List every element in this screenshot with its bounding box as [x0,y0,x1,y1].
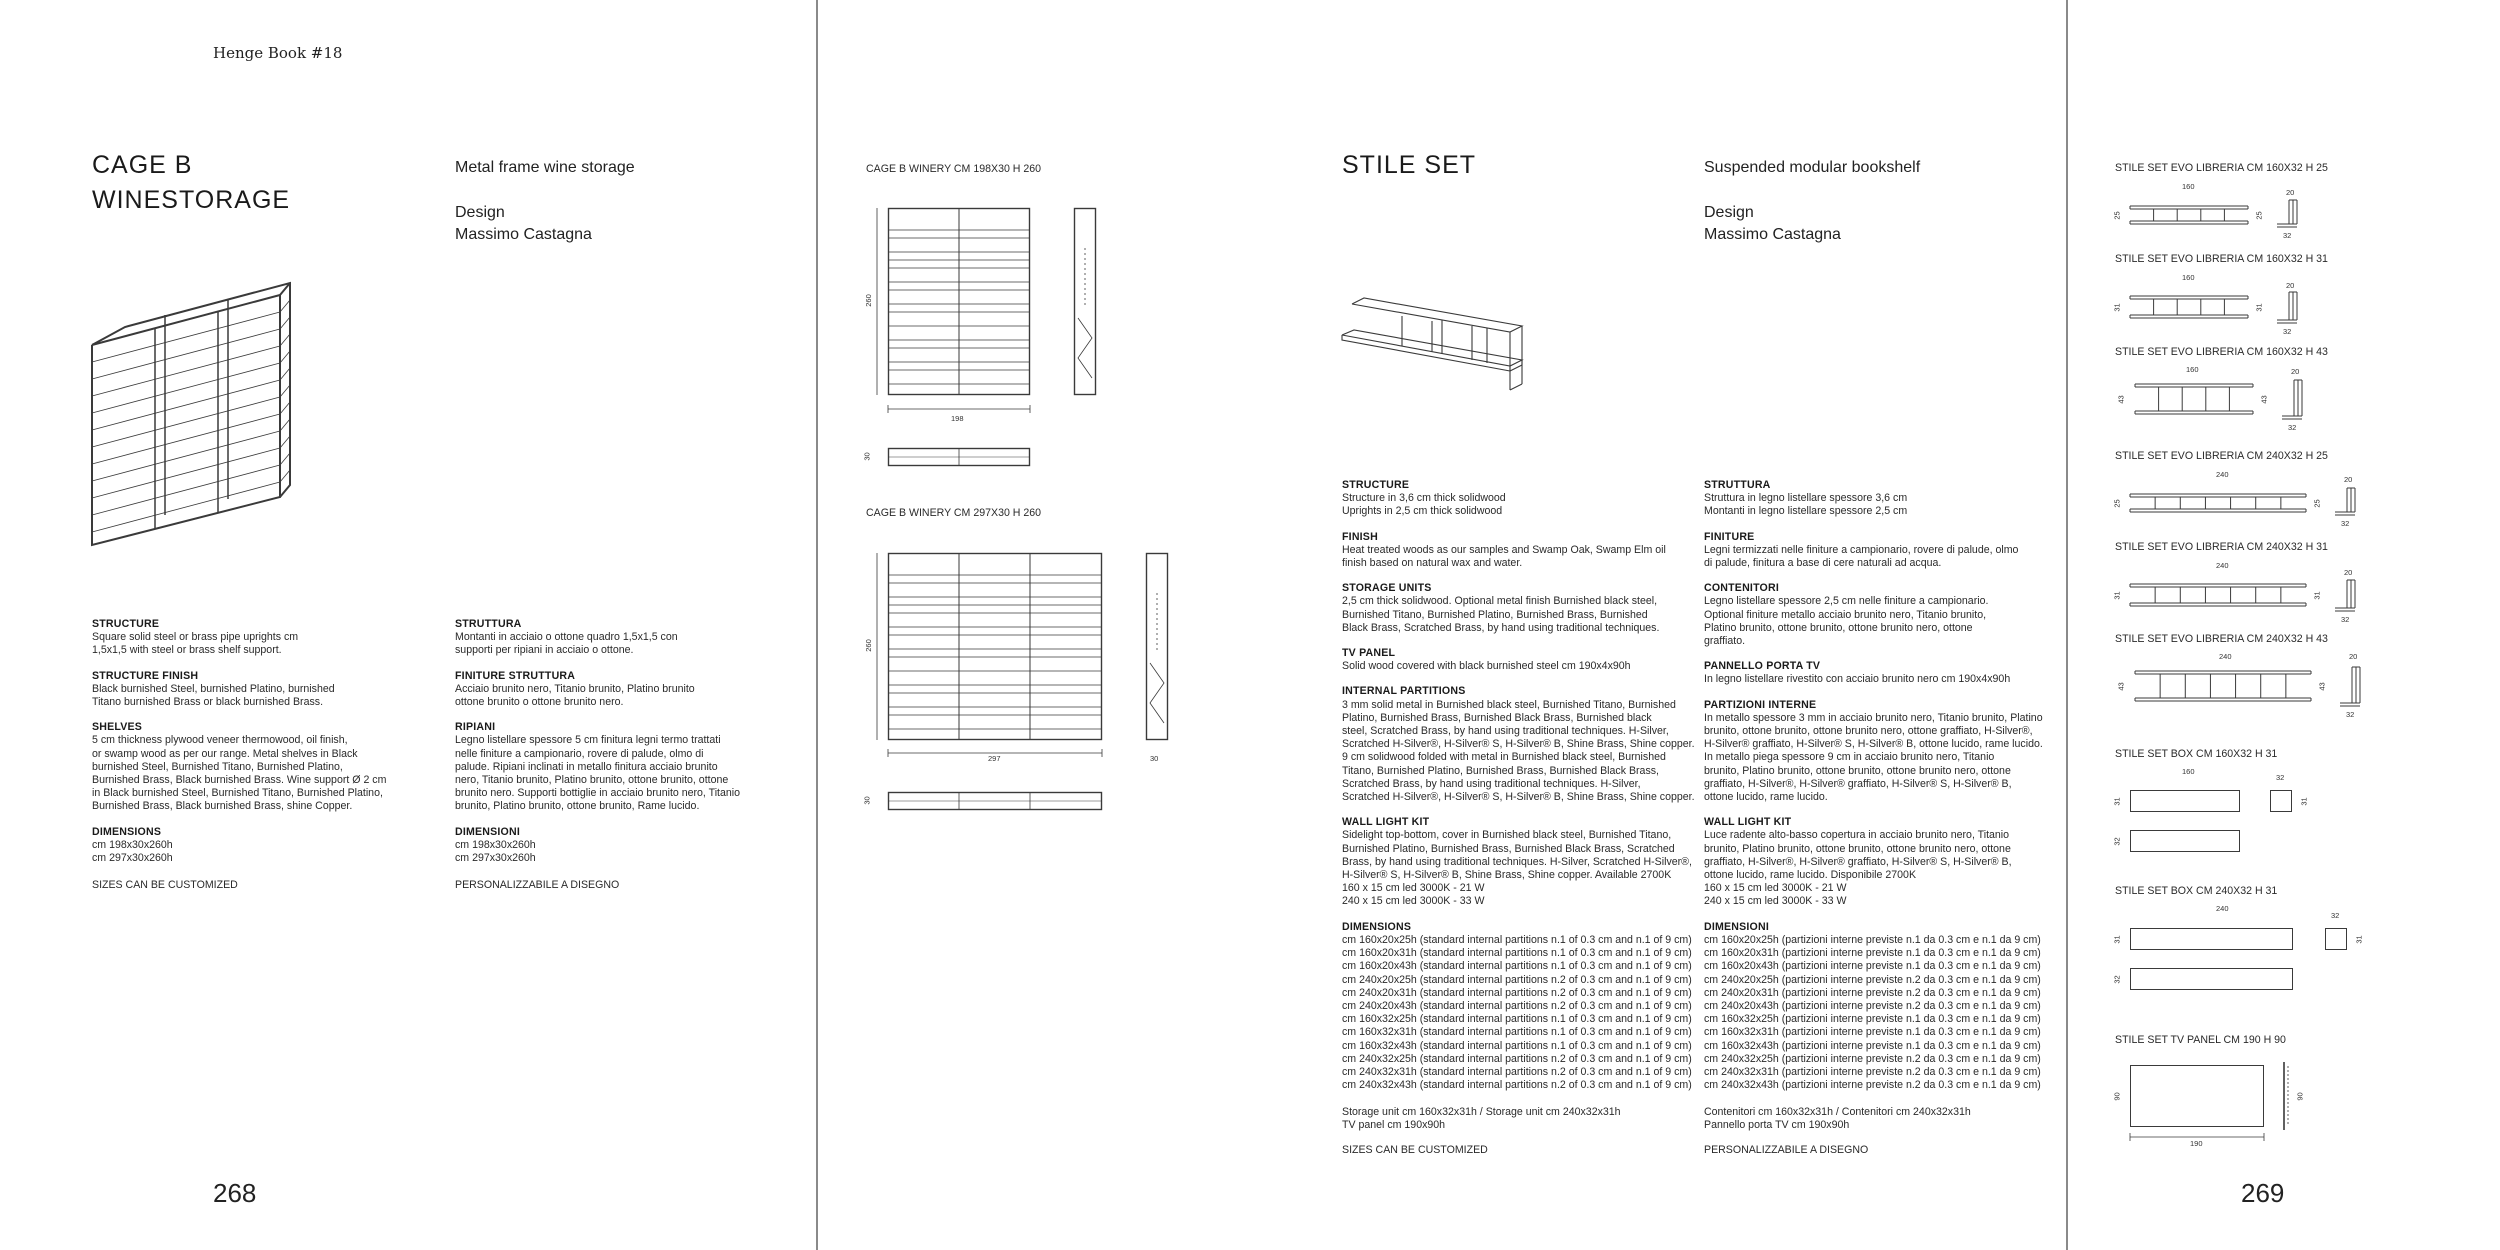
dim-label-depth: 32 [2112,975,2122,984]
page-number-right: 269 [2241,1178,2285,1208]
drawing-caption-evo-240-43: STILE SET EVO LIBRERIA CM 240X32 H 43 [2115,633,2328,645]
specs-en-stile-set [1342,479,1697,1157]
dim-label-depth-top: 20 [2291,367,2300,376]
dim-label-height-side: 31 [2254,303,2264,312]
tv-panel-side [2282,1062,2292,1130]
dim-label-height: 90 [2112,1092,2122,1101]
iso-shelf-depth [280,351,290,363]
page-divider-left [816,0,818,1250]
dim-label-width: 160 [2186,365,2199,374]
dim-label-depth-front: 32 [2276,773,2285,782]
spec-text: Montanti in acciaio o ottone quadro 1,5x1,5 con supporti per ripiani in acciaio o ottone. [455,631,678,657]
iso-shelf-depth [280,436,290,448]
product-title-cage-b: CAGE B WINESTORAGE [92,151,291,214]
dim-label-depth: 32 [2341,519,2350,528]
box-160-31-side [2270,790,2292,812]
evo-240-43-side [2338,665,2362,707]
spec-heading: STRUCTURE [92,618,160,630]
evo-160-43-side [2280,378,2304,420]
iso-shelf-depth [280,453,290,465]
dim-label-depth-top: 20 [2286,188,2295,197]
dim-label-depth: 32 [2112,837,2122,846]
spec-struttura [455,618,785,658]
drawing-caption-tv-panel: STILE SET TV PANEL CM 190 H 90 [2115,1034,2286,1046]
spec-heading: PARTIZIONI INTERNE [1704,698,1817,711]
spec-text: cm 198x30x260h cm 297x30x260h [455,838,536,865]
spec-wall-light-kit [1342,816,1697,908]
box-240-31-side [2325,928,2347,950]
box-160-31-front [2130,790,2240,812]
drawing-caption-box-160-31: STILE SET BOX CM 160X32 H 31 [2115,748,2278,760]
spec-text: Structure in 3,6 cm thick solidwood Uprights in 2,5 cm thick solidwood [1342,492,1506,518]
iso-shelf-depth [280,470,290,482]
dim-label-width: 297 [988,754,1001,763]
page-number-left: 268 [213,1178,257,1208]
spec-heading: STRUTTURA [1704,479,1771,491]
spec-text: Solid wood covered with black burnished steel cm 190x4x90h [1342,660,1631,673]
evo-240-25-front [2130,493,2306,513]
cage-b-198-front-elevation [888,208,1030,395]
spec-text: 3 mm solid metal in Burnished black steel, Burnished Titano, Burnished Platino, Burnished Brass, Burnished Black Brass, Burnished black steel, Scratched Brass, by hand using traditional techniques. H-Silver, Scratched H-Silver®, H-Silver® S, H-Silver® B, Shine Brass, Shine copper. 9 cm solidwood folded with metal in Burnished black steel, Burnished Titano, Burnished Platino, Burnished Brass, Burnished Black Brass, Scratched Brass, by hand using traditional techniques. H-Silver, Scratched H-Silver®, H-Silver® S, H-Silver® B, Shine Brass, Shine copper. [1342,698,1695,804]
cage-b-198-plan-view [888,448,1030,466]
spec-text: 5 cm thickness plywood veneer thermowood, oil finish, or swamp wood as per our range. Metal shelves in Black burnished Steel, Burnished Titano, Burnished Platino, Burnished Brass, Black burnished Brass. Wine support Ø 2 cm in Black burnished Steel, Burnished Titano, Burnished Platino, Burnished Brass, Black burnished Brass, shine Copper. [92,734,387,813]
spec-finiture-struttura [455,670,785,710]
spec-text: In metallo spessore 3 mm in acciaio brunito nero, Titanio brunito, Platino brunito, ottone brunito, ottone brunito nero, ottone graffiato, H-Silver®, H-Silver® graffiato, H-Silver® S, H-Silver® B, ottone lucido, rame lucido. In metallo piega spessore 9 cm in acciaio brunito nero, Titanio brunito, Platino brunito, ottone brunito, ottone brunito nero, ottone graffiato, H-Silver®, H-Silver® graffiato, H-Silver® S, H-Silver® B, ottone lucido, rame lucido. [1704,711,2043,804]
design-label-stile-set: Design [1704,204,1754,221]
spec-shelves [92,721,422,813]
dim-label-width: 240 [2216,904,2229,913]
iso-shelf-depth [280,368,290,380]
iso-shelf-line [92,482,280,532]
spec-wall-light-kit-it [1704,816,2059,908]
spec-pannello-porta-tv [1704,660,2059,686]
dim-label-width: 240 [2216,470,2229,479]
book-title: Henge Book #18 [213,44,343,62]
spec-heading: DIMENSIONI [1704,920,1769,933]
dim-label-height: 31 [2112,303,2122,312]
spec-text: Luce radente alto-basso copertura in acciaio brunito nero, Titanio brunito, Platino brunito, ottone brunito, ottone brunito nero, ottone graffiato, H-Silver®, H-Silver® graffiato, H-Silver® S, H-Silver® B, ottone lucido, rame lucido. Disponibile 2700K 160 x 15 cm led 3000K - 21 W 240 x 15 cm led 3000K - 33 W [1704,829,2012,908]
dim-label-height-side: 31 [2312,591,2322,600]
dim-label-height: 25 [2112,499,2122,508]
spec-heading: DIMENSIONS [1342,920,1412,933]
customization-note: SIZES CAN BE CUSTOMIZED [1342,1143,1488,1156]
dim-label-height-side: 25 [2312,499,2322,508]
dim-label-width: 190 [2190,1139,2203,1148]
tv-panel-front [2130,1065,2264,1127]
spec-heading: RIPIANI [455,721,496,734]
evo-160-43-front [2135,383,2253,415]
box-160-31-plan [2130,830,2240,852]
cage-b-297-height-dim [872,553,882,740]
iso-shelf-line [92,431,280,481]
drawing-caption-cage-b-297: CAGE B WINERY CM 297X30 H 260 [866,507,1042,519]
spec-text: Square solid steel or brass pipe uprights cm 1,5x1,5 with steel or brass shelf support. [92,631,299,657]
spec-structure [1342,479,1697,519]
evo-240-31-side [2333,578,2357,612]
dim-label-depth: 32 [2346,710,2355,719]
spec-text: Heat treated woods as our samples and Swamp Oak, Swamp Elm oil finish based on natural wax and water. [1342,543,1666,570]
spec-heading: WALL LIGHT KIT [1704,816,1792,829]
spec-text: cm 198x30x260h cm 297x30x260h [92,838,173,865]
iso-shelf-depth [280,385,290,397]
spec-text: Sidelight top-bottom, cover in Burnished black steel, Burnished Titano, Burnished Platino, Burnished Brass, Burnished Black Brass, Scratched Brass, by hand using traditional techniques. H-Silver, Scratched H-Silver®, H-Silver® S, H-Silver® B, Shine Brass, Shine copper. Available 2700K 160 x 15 cm led 3000K - 21 W 240 x 15 cm led 3000K - 33 W [1342,829,1692,908]
iso-shelf-depth [280,402,290,414]
design-label-cage-b: Design [455,204,505,221]
evo-160-25-side [2275,198,2299,228]
iso-shelf-line [92,465,280,515]
dim-label-width: 160 [2182,273,2195,282]
spec-text: Acciaio brunito nero, Titanio brunito, Platino brunito ottone brunito o ottone brunito nero. [455,682,695,709]
spec-finiture [1704,531,2059,571]
spec-ripiani [455,721,785,813]
spec-internal-partitions [1342,685,1697,804]
iso-shelf-line [92,448,280,498]
dim-label-height-side: 43 [2317,682,2327,691]
dim-label-width: 198 [951,414,964,423]
box-240-31-front [2130,928,2293,950]
dim-label-height-side: 31 [2354,935,2364,944]
iso-shelf-line [92,346,280,396]
cage-b-198-height-dim [872,208,882,395]
spec-finish [1342,531,1697,571]
product-subtitle-stile-set: Suspended modular bookshelf [1704,159,1921,176]
spec-heading: FINITURE STRUTTURA [455,669,576,682]
iso-shelf-depth [280,419,290,431]
specs-it-stile-set [1704,479,2059,1157]
spec-heading: PANNELLO PORTA TV [1704,660,1821,673]
drawing-caption-cage-b-198: CAGE B WINERY CM 198X30 H 260 [866,163,1042,175]
customization-note: SIZES CAN BE CUSTOMIZED [92,879,238,892]
dim-label-depth: 32 [2288,423,2297,432]
spec-heading: STRUTTURA [455,618,522,630]
spec-text: Legno listellare spessore 5 cm finitura legni termo trattati nelle finiture a campionario, rovere di palude, olmo di palude. Ripiani inclinati in metallo finitura acciaio brunito nero, Titanio brunito, Platino brunito, ottone brunito, ottone brunito nero. Supporti bottiglie in acciaio brunito nero, Titanio brunito, Platino brunito, ottone brunito, Rame lucido. [455,734,741,813]
dim-label-depth: 32 [2341,615,2350,624]
spec-struttura [1704,479,2059,519]
dim-label-width: 240 [2219,652,2232,661]
drawing-caption-evo-240-31: STILE SET EVO LIBRERIA CM 240X32 H 31 [2115,541,2328,553]
iso-shelf-depth [280,317,290,329]
dim-label-depth-side: 30 [1150,754,1159,763]
spec-text: cm 160x20x25h (standard internal partitions n.1 of 0.3 cm and n.1 of 9 cm) cm 160x20x31h (standard internal partitions n.1 of 0.3 cm and n.1 of 9 cm) cm 160x20x43h (standard internal partitions n.1 of 0.3 cm and n.1 of 9 cm) cm 240x20x25h (standard internal partitions n.2 of 0.3 cm and n.1 of 9 cm) cm 240x20x31h (standard internal partitions n.2 of 0.3 cm and n.1 of 9 cm) cm 240x20x43h (standard internal partitions n.2 of 0.3 cm and n.1 of 9 cm) cm 160x32x25h (standard internal partitions n.1 of 0.3 cm and n.1 of 9 cm) cm 160x32x31h (standard internal partitions n.1 of 0.3 cm and n.1 of 9 cm) cm 160x32x43h (standard internal partitions n.1 of 0.3 cm and n.1 of 9 cm) cm 240x32x25h (standard internal partitions n.2 of 0.3 cm and n.1 of 9 cm) cm 240x32x31h (standard internal partitions n.2 of 0.3 cm and n.1 of 9 cm) cm 240x32x43h (standard internal partitions n.2 of 0.3 cm and n.1 of 9 cm) Storage unit cm 160x32x31h / Storage unit cm 240x32x31h TV panel cm 190x90h [1342,933,1692,1131]
spec-heading: DIMENSIONI [455,825,520,838]
evo-240-31-front [2130,583,2306,607]
dim-label-height: 31 [2112,935,2122,944]
spec-text: 2,5 cm thick solidwood. Optional metal finish Burnished black steel, Burnished Titano, Burnished Platino, Burnished Brass, Burnished Black Brass, Scratched Brass, by hand using traditional techniques. [1342,595,1660,634]
dim-label-height-side: 43 [2259,395,2269,404]
spec-dimensioni [455,826,785,866]
evo-240-43-front [2135,670,2311,702]
spec-heading: SHELVES [92,721,143,734]
spec-text: Legno listellare spessore 2,5 cm nelle finiture a campionario. Optional finiture metallo acciaio brunito nero, Titanio brunito, Platino brunito, ottone brunito, ottone brunito nero, ottone graffiato. [1704,595,1989,648]
spec-text: Legni termizzati nelle finiture a campionario, rovere di palude, olmo di palude, finitura a base di cere naturali ad acqua. [1704,543,2019,570]
spec-storage-units [1342,582,1697,635]
dim-label-width: 160 [2182,767,2195,776]
cage-b-297-side-view [1146,553,1168,740]
dim-label-depth: 32 [2283,231,2292,240]
cage-b-iso-drawing [90,275,300,555]
spec-heading: DIMENSIONS [92,825,162,838]
drawing-caption-evo-240-25: STILE SET EVO LIBRERIA CM 240X32 H 25 [2115,450,2328,462]
spec-text: Black burnished Steel, burnished Platino, burnished Titano burnished Brass or black burnished Brass. [92,682,335,709]
dim-label-height-side: 25 [2254,211,2264,220]
dim-label-height: 31 [2112,797,2122,806]
iso-shelf-line [92,363,280,413]
spec-dimensioni [1704,921,2059,1132]
specs-en-cage-b [92,618,422,892]
spec-heading: CONTENITORI [1704,582,1779,595]
dim-label-height: 43 [2116,682,2126,691]
spec-heading: TV PANEL [1342,647,1396,660]
dim-label-width: 240 [2216,561,2229,570]
iso-shelf-depth [280,300,290,312]
designer-stile-set: Massimo Castagna [1704,226,1841,243]
dim-label-height: 260 [863,294,873,307]
spec-contenitori [1704,582,2059,648]
spec-structure [92,618,422,658]
product-title-stile-set: STILE SET [1342,151,1477,179]
page-divider-right [2066,0,2068,1250]
dim-label-depth: 30 [862,452,872,461]
cage-b-297-front-elevation [888,553,1102,740]
dim-label-depth: 30 [862,796,872,805]
spec-structure-finish [92,670,422,710]
iso-shelf-line [92,414,280,464]
dim-label-depth-top: 20 [2349,652,2358,661]
spec-text: Struttura in legno listellare spessore 3,6 cm Montanti in legno listellare spessore 2,5 cm [1704,492,1908,518]
customization-note: PERSONALIZZABILE A DISEGNO [1704,1143,1869,1156]
spec-text: cm 160x20x25h (partizioni interne previste n.1 da 0.3 cm e n.1 da 9 cm) cm 160x20x31h (partizioni interne previste n.1 da 0.3 cm e n.1 da 9 cm) cm 160x20x43h (partizioni interne previste n.1 da 0.3 cm e n.1 da 9 cm) cm 240x20x25h (partizioni interne previste n.2 da 0.3 cm e n.1 da 9 cm) cm 240x20x31h (partizioni interne previste n.2 da 0.3 cm e n.1 da 9 cm) cm 240x20x43h (partizioni interne previste n.2 da 0.3 cm e n.1 da 9 cm) cm 160x32x25h (partizioni interne previste n.1 da 0.3 cm e n.1 da 9 cm) cm 160x32x31h (partizioni interne previste n.1 da 0.3 cm e n.1 da 9 cm) cm 160x32x43h (partizioni interne previste n.1 da 0.3 cm e n.1 da 9 cm) cm 240x32x25h (partizioni interne previste n.2 da 0.3 cm e n.1 da 9 cm) cm 240x32x31h (partizioni interne previste n.2 da 0.3 cm e n.1 da 9 cm) cm 240x32x43h (partizioni interne previste n.2 da 0.3 cm e n.1 da 9 cm) Contenitori cm 160x32x31h / Contenitori cm 240x32x31h Pannello porta TV cm 190x90h [1704,933,2041,1131]
box-240-31-plan [2130,968,2293,990]
spec-tv-panel [1342,647,1697,673]
iso-shelf-depth [280,334,290,346]
customization-note: PERSONALIZZABILE A DISEGNO [455,879,620,892]
spec-heading: STRUCTURE FINISH [92,669,199,682]
evo-160-31-side [2275,290,2299,324]
drawing-caption-box-240-31: STILE SET BOX CM 240X32 H 31 [2115,885,2278,897]
spec-heading: FINISH [1342,530,1378,543]
spec-heading: STRUCTURE [1342,479,1410,491]
dim-label-depth-top: 20 [2286,281,2295,290]
drawing-caption-evo-160-25: STILE SET EVO LIBRERIA CM 160X32 H 25 [2115,162,2328,174]
spec-heading: STORAGE UNITS [1342,582,1432,595]
spec-dimensions [92,826,422,866]
dim-label-width: 160 [2182,182,2195,191]
dim-label-height-side: 31 [2299,797,2309,806]
dim-label-depth-top: 20 [2344,568,2353,577]
stile-set-iso-drawing [1342,290,1522,400]
dim-label-height: 25 [2112,211,2122,220]
dim-label-depth-front: 32 [2331,911,2340,920]
drawing-caption-evo-160-31: STILE SET EVO LIBRERIA CM 160X32 H 31 [2115,253,2328,265]
spec-text: In legno listellare rivestito con acciaio brunito nero cm 190x4x90h [1704,673,2011,686]
spec-partizioni-interne [1704,699,2059,805]
evo-160-31-front [2130,295,2248,319]
spec-dimensions [1342,921,1697,1132]
cage-b-198-side-view [1074,208,1096,395]
dim-label-depth: 32 [2283,327,2292,336]
drawing-caption-evo-160-43: STILE SET EVO LIBRERIA CM 160X32 H 43 [2115,346,2328,358]
dim-label-depth-top: 20 [2344,475,2353,484]
designer-cage-b: Massimo Castagna [455,226,592,243]
evo-240-25-side [2333,486,2357,516]
spec-heading: FINITURE [1704,530,1755,543]
evo-160-25-front [2130,205,2248,225]
cage-b-198-width-dim [888,404,1030,414]
spec-heading: INTERNAL PARTITIONS [1342,685,1466,698]
iso-shelf-line [92,380,280,430]
product-subtitle-cage-b: Metal frame wine storage [455,159,635,176]
dim-label-height: 31 [2112,591,2122,600]
spec-heading: WALL LIGHT KIT [1342,816,1430,829]
iso-shelf-line [92,397,280,447]
dim-label-height: 260 [863,639,873,652]
dim-label-height-side: 90 [2295,1092,2305,1101]
cage-b-297-plan-view [888,792,1102,810]
dim-label-height: 43 [2116,395,2126,404]
specs-it-cage-b [455,618,785,892]
